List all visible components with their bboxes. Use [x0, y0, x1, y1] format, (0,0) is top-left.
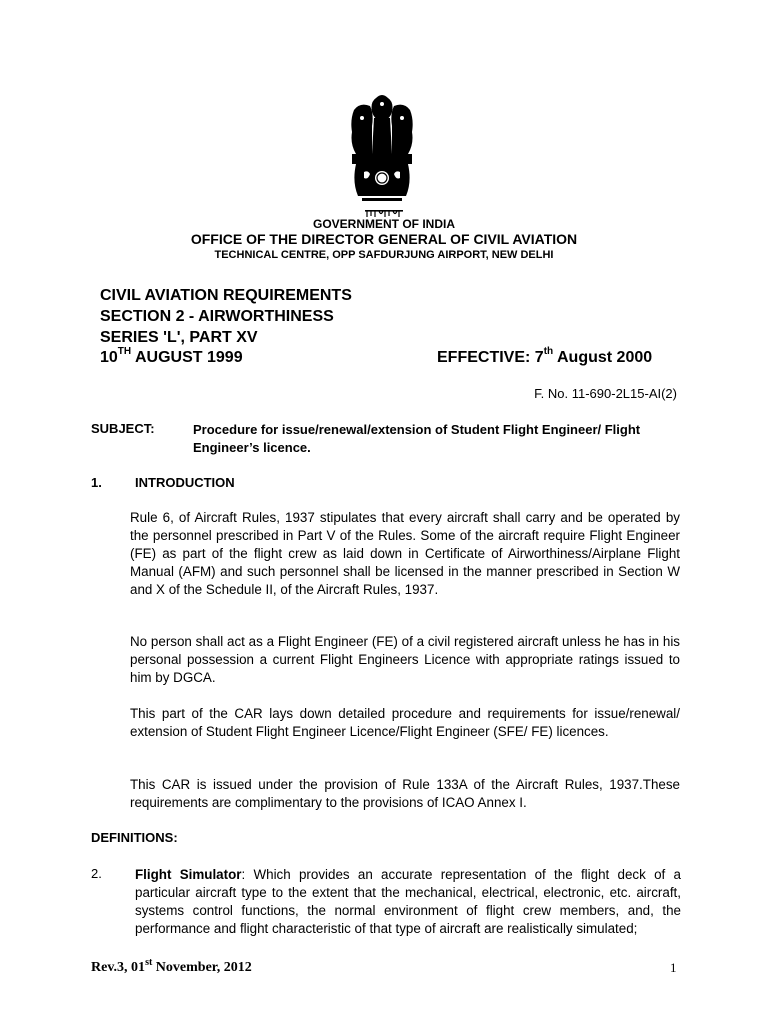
revision-footer: Rev.3, 01st November, 2012	[91, 957, 252, 975]
subject-label: SUBJECT:	[91, 421, 155, 436]
effective-date: EFFECTIVE: 7th August 2000	[437, 346, 653, 366]
definition-number: 2.	[91, 866, 102, 881]
page-number: 1	[670, 960, 677, 975]
definition-term: Flight Simulator	[135, 867, 242, 882]
section-number: 1.	[91, 475, 102, 490]
definition-text: Flight Simulator: Which provides an accurate representation of the flight deck of a particular aircraft type to the extent that the mechanical, electrical, electronic, etc. aircraft, systems control functions, the normal environment of flight crew members, and, the performance and flight characteristic of that type of aircraft are realistically simulated;	[135, 867, 681, 936]
subject-text: Procedure for issue/renewal/extension of Student Flight Engineer/ Flight Engineer’s licence.	[193, 422, 641, 455]
intro-paragraph: This part of the CAR lays down detailed procedure and requirements for issue/renewal/ extension of Student Flight Engineer Licence/Flight Engineer (SFE/ FE) licences.	[130, 706, 680, 739]
car-title: CIVIL AVIATION REQUIREMENTS	[100, 287, 352, 304]
car-series: SERIES 'L', PART XV	[100, 329, 258, 346]
car-issue-date: 10TH AUGUST 1999	[100, 346, 243, 366]
intro-paragraph: Rule 6, of Aircraft Rules, 1937 stipulates that every aircraft shall carry and be operated by the personnel prescribed in Part V of the Rules. Some of the aircraft require Flight Engineer (FE) as part of the flight crew as laid down in Certificate of Airworthiness/Airplane Flight Manual (AFM) and such personnel shall be licensed in the manner prescribed in Section W and X of the Schedule II, of the Aircraft Rules, 1937.	[130, 510, 680, 597]
section-title: INTRODUCTION	[135, 475, 235, 490]
national-emblem-icon	[342, 92, 422, 208]
file-number: F. No. 11-690-2L15-AI(2)	[534, 386, 677, 401]
office-heading: OFFICE OF THE DIRECTOR GENERAL OF CIVIL AVIATION	[190, 231, 578, 247]
government-heading: GOVERNMENT OF INDIA	[312, 217, 455, 231]
definitions-heading: DEFINITIONS:	[91, 830, 178, 845]
intro-paragraph: This CAR is issued under the provision of Rule 133A of the Aircraft Rules, 1937.These requirements are complimentary to the provisions of ICAO Annex I.	[130, 777, 680, 810]
technical-centre-address: TECHNICAL CENTRE, OPP SAFDURJUNG AIRPORT, NEW DELHI	[214, 249, 554, 261]
intro-paragraph: No person shall act as a Flight Engineer (FE) of a civil registered aircraft unless he has in his personal possession a current Flight Engineers Licence with appropriate ratings issued to him by DGCA.	[130, 634, 680, 685]
car-section: SECTION 2 - AIRWORTHINESS	[100, 308, 334, 325]
